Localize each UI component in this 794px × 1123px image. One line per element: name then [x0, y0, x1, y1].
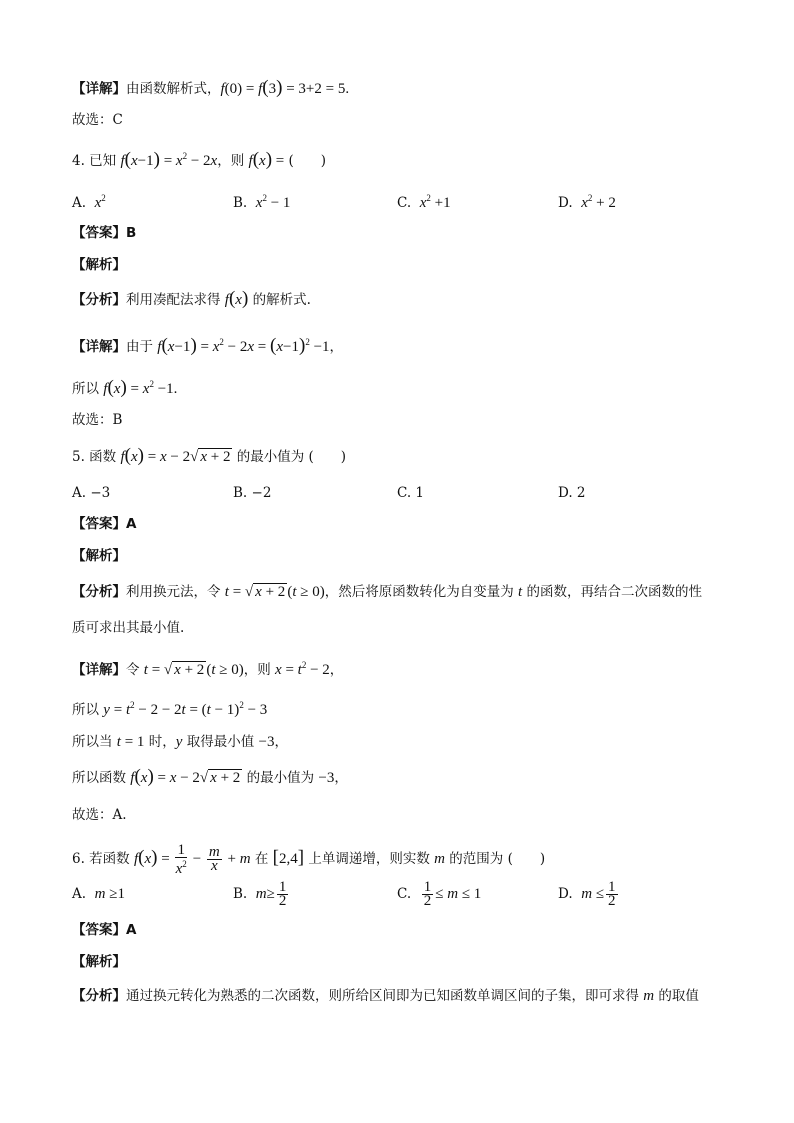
analysis-heading-q6: 【解析】 [72, 954, 126, 970]
q4-option-a: A. $x^2$ [72, 193, 106, 211]
detail-q5-line1: 【详解】令 t = √ x + 2 (t ≥ 0)，则 $x = t^2 - 2$， [72, 660, 344, 678]
detail-line-q3: 【详解】由函数解析式，f(0) = f(3) = 3+2 = 5. [72, 77, 350, 98]
answer-q5: 【答案】A [72, 516, 137, 532]
analysis-q5-line1: 【分析】利用换元法，令 t = √ x + 2 (t ≥ 0)，然后将原函数转化为自变量为 t 的函数，再结合二次函数的性 [72, 584, 702, 600]
analysis-q4: 【分析】利用凑配法求得 f(x) 的解析式. [72, 288, 311, 309]
question-5: 5. 函数 f(x) = x − 2√ x + 2 的最小值为 ( ) [72, 445, 347, 466]
detail-q5-line2: 所以 $y = t^2 - 2 - 2t = (t - 1)^2 - 3$ [72, 700, 268, 718]
detail-q5-line3: 所以当 t = 1 时，y 取得最小值 −3， [72, 734, 288, 750]
analysis-q5-line2: 质可求出其最小值. [72, 620, 185, 636]
choice-line-q3: 故选：C [72, 112, 123, 128]
question-4: 4. 已知 $f(x-1) = x^2 - 2x$，则 f(x) = ( ) [72, 149, 327, 170]
question-6: 6. 若函数 f(x) = $\frac{1}{x^2}$ − $\frac{m}{x}$ + m 在 [2,4] 上单调递增，则实数 m 的范围为 ( ) [72, 841, 546, 877]
analysis-q6: 【分析】通过换元转化为熟悉的二次函数，则所给区间即为已知函数单调区间的子集，即可求得 m 的取值 [72, 988, 699, 1004]
q5-option-a: A. −3 [72, 485, 111, 501]
q5-option-d: D. 2 [558, 485, 586, 501]
q6-option-a: A. m ≥1 [72, 886, 125, 902]
choice-line-q5: 故选：A. [72, 807, 127, 823]
choice-line-q4: 故选：B [72, 412, 123, 428]
detail-q4: 【详解】由于 $f(x-1) = x^2 - 2x = (x-1)^2 -1$， [72, 335, 344, 356]
q6-option-c: C. $\frac{1}{2}$ ≤ m ≤ 1 [397, 879, 482, 910]
q4-option-c: C. $x^2 +1$ [397, 193, 451, 211]
q4-option-d: D. $x^2 + 2$ [558, 193, 616, 211]
q5-option-c: C. 1 [397, 485, 425, 501]
q5-option-b: B. −2 [233, 485, 272, 501]
analysis-heading-q4: 【解析】 [72, 257, 126, 273]
conclusion-q4: 所以 $f(x) = x^2 -1$. [72, 377, 178, 398]
q4-option-b: B. $x^2 - 1$ [233, 193, 291, 211]
answer-q4: 【答案】B [72, 225, 137, 241]
analysis-heading-q5: 【解析】 [72, 548, 126, 564]
q6-option-d: D. m ≤ $\frac{1}{2}$ [558, 879, 616, 910]
q6-option-b: B. m≥ $\frac{1}{2}$ [233, 879, 287, 910]
detail-q5-line4: 所以函数 f(x) = x − 2√ x + 2 的最小值为 −3， [72, 766, 348, 787]
answer-q6: 【答案】A [72, 922, 137, 938]
